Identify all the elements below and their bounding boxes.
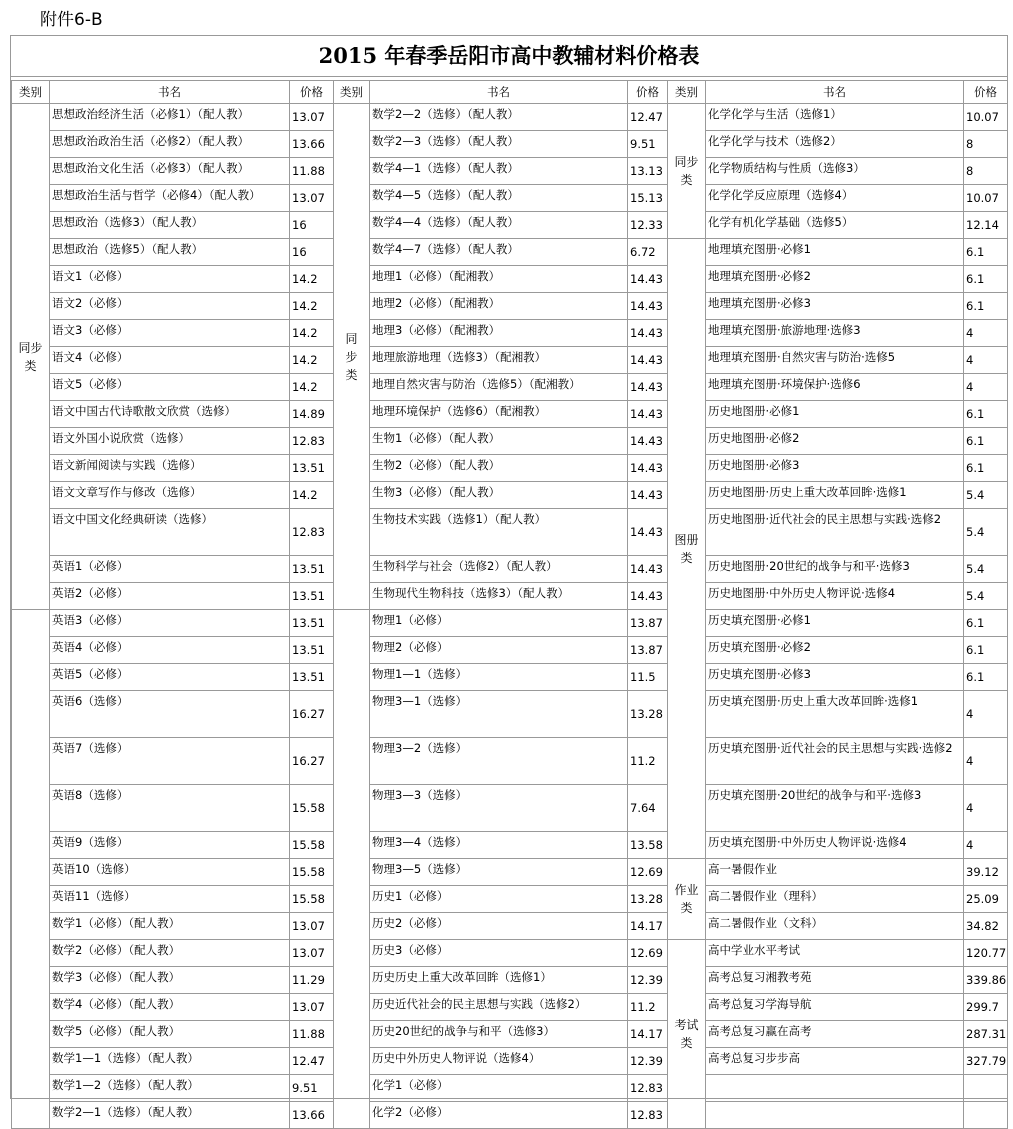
book-name: 地理填充图册·必修1: [706, 239, 964, 266]
book-name: 语文文章写作与修改（选修）: [50, 482, 290, 509]
book-price: 6.1: [964, 401, 1008, 428]
book-name: 化学物质结构与性质（选修3）: [706, 158, 964, 185]
book-price: 12.69: [628, 940, 668, 967]
book-price: 14.43: [628, 320, 668, 347]
book-price: 14.43: [628, 293, 668, 320]
book-name: 地理自然灾害与防治（选修5）（配湘教）: [370, 374, 628, 401]
book-price: 14.89: [290, 401, 334, 428]
header-book: 书名: [706, 81, 964, 104]
book-price: 34.82: [964, 913, 1008, 940]
book-price: 4: [964, 832, 1008, 859]
book-price: 14.43: [628, 266, 668, 293]
table-row: [12, 785, 1008, 832]
book-name: 历史20世纪的战争与和平（选修3）: [370, 1021, 628, 1048]
book-price: 4: [964, 347, 1008, 374]
book-price: 12.39: [628, 967, 668, 994]
book-name: 高考总复习湘教考苑: [706, 967, 964, 994]
book-name: 高中学业水平考试: [706, 940, 964, 967]
book-price: 13.51: [290, 664, 334, 691]
book-price: 299.7: [964, 994, 1008, 1021]
book-price: 8: [964, 158, 1008, 185]
book-price: 4: [964, 691, 1008, 738]
table-row: [12, 1075, 1008, 1102]
book-price: [964, 1075, 1008, 1102]
book-price: 15.13: [628, 185, 668, 212]
book-price: 12.83: [628, 1102, 668, 1129]
book-name: 思想政治政治生活（必修2）（配人教）: [50, 131, 290, 158]
book-name: 历史地图册·近代社会的民主思想与实践·选修2: [706, 509, 964, 556]
book-name: 化学化学与生活（选修1）: [706, 104, 964, 131]
book-name: 语文4（必修）: [50, 347, 290, 374]
book-name: 物理3—1（选修）: [370, 691, 628, 738]
price-sheet: [10, 35, 1008, 1122]
category-label: 同步类: [345, 331, 358, 382]
table-row: [12, 940, 1008, 967]
book-price: 12.14: [964, 212, 1008, 239]
book-name: 地理旅游地理（选修3）（配湘教）: [370, 347, 628, 374]
table-row: [12, 994, 1008, 1021]
book-name: 历史填充图册·必修1: [706, 610, 964, 637]
book-name: 数学4（必修）（配人教）: [50, 994, 290, 1021]
book-price: 11.88: [290, 1021, 334, 1048]
book-name: 思想政治（选修5）（配人教）: [50, 239, 290, 266]
book-price: 5.4: [964, 583, 1008, 610]
category-cell: [334, 104, 370, 610]
book-name: 地理1（必修）（配湘教）: [370, 266, 628, 293]
book-name: 地理2（必修）（配湘教）: [370, 293, 628, 320]
book-price: 287.31: [964, 1021, 1008, 1048]
book-price: 6.1: [964, 610, 1008, 637]
book-name: 历史2（必修）: [370, 913, 628, 940]
category-cell: [12, 104, 50, 610]
book-name: 生物科学与社会（选修2）（配人教）: [370, 556, 628, 583]
book-name: 数学1—2（选修）（配人教）: [50, 1075, 290, 1102]
table-row: [12, 320, 1008, 347]
book-name: 地理填充图册·必修3: [706, 293, 964, 320]
header-row: [12, 81, 1008, 104]
book-price: 14.43: [628, 556, 668, 583]
table-row: [12, 913, 1008, 940]
book-name: 数学1（必修）（配人教）: [50, 913, 290, 940]
table-row: [12, 104, 1008, 131]
book-price: 4: [964, 738, 1008, 785]
book-price: 14.2: [290, 482, 334, 509]
table-row: [12, 455, 1008, 482]
book-name: 高考总复习赢在高考: [706, 1021, 964, 1048]
book-price: 16.27: [290, 691, 334, 738]
table-row: [12, 556, 1008, 583]
book-name: 数学2—1（选修）（配人教）: [50, 1102, 290, 1129]
book-name: 英语9（选修）: [50, 832, 290, 859]
book-name: [706, 1075, 964, 1102]
book-price: 11.2: [628, 994, 668, 1021]
book-price: 6.1: [964, 266, 1008, 293]
table-row: [12, 185, 1008, 212]
book-price: 13.07: [290, 104, 334, 131]
category-label: 考试类: [674, 1018, 699, 1050]
header-price: 价格: [290, 81, 334, 104]
page-title: 2015 年春季岳阳市高中教辅材料价格表: [11, 36, 1007, 77]
book-price: 327.79: [964, 1048, 1008, 1075]
book-price: 10.07: [964, 185, 1008, 212]
table-row: [12, 610, 1008, 637]
table-row: [12, 664, 1008, 691]
book-name: 数学4—7（选修）（配人教）: [370, 239, 628, 266]
book-price: 16: [290, 239, 334, 266]
book-name: 高考总复习步步高: [706, 1048, 964, 1075]
header-category: 类别: [334, 81, 370, 104]
book-name: 地理填充图册·旅游地理·选修3: [706, 320, 964, 347]
table-row: [12, 374, 1008, 401]
book-name: 物理1—1（选修）: [370, 664, 628, 691]
book-name: 英语3（必修）: [50, 610, 290, 637]
book-price: 11.5: [628, 664, 668, 691]
book-price: 14.43: [628, 374, 668, 401]
book-name: 数学3（必修）（配人教）: [50, 967, 290, 994]
book-name: 地理环境保护（选修6）（配湘教）: [370, 401, 628, 428]
book-name: 历史中外历史人物评说（选修4）: [370, 1048, 628, 1075]
book-price: 13.51: [290, 583, 334, 610]
book-name: 英语11（选修）: [50, 886, 290, 913]
category-cell-empty: [334, 610, 370, 1129]
book-price: 16.27: [290, 738, 334, 785]
book-price: 12.83: [290, 509, 334, 556]
table-row: [12, 967, 1008, 994]
book-name: 生物现代生物科技（选修3）（配人教）: [370, 583, 628, 610]
category-cell: [668, 940, 706, 1129]
book-price: 15.58: [290, 886, 334, 913]
book-name: 数学2—2（选修）（配人教）: [370, 104, 628, 131]
book-price: 13.51: [290, 455, 334, 482]
book-name: 历史地图册·历史上重大改革回眸·选修1: [706, 482, 964, 509]
book-name: 语文3（必修）: [50, 320, 290, 347]
book-name: 数学5（必修）（配人教）: [50, 1021, 290, 1048]
book-name: 英语8（选修）: [50, 785, 290, 832]
book-name: 历史地图册·必修3: [706, 455, 964, 482]
book-name: 数学4—1（选修）（配人教）: [370, 158, 628, 185]
book-name: 高二暑假作业（理科）: [706, 886, 964, 913]
book-price: 11.2: [628, 738, 668, 785]
book-name: 语文新闻阅读与实践（选修）: [50, 455, 290, 482]
table-row: [12, 428, 1008, 455]
book-price: 14.2: [290, 293, 334, 320]
header-book: 书名: [370, 81, 628, 104]
table-row: [12, 1021, 1008, 1048]
book-price: 5.4: [964, 509, 1008, 556]
book-price: 6.1: [964, 239, 1008, 266]
book-name: 数学4—5（选修）（配人教）: [370, 185, 628, 212]
book-name: 物理2（必修）: [370, 637, 628, 664]
book-price: 14.2: [290, 347, 334, 374]
book-price: 13.51: [290, 637, 334, 664]
book-name: 地理填充图册·自然灾害与防治·选修5: [706, 347, 964, 374]
book-price: 14.43: [628, 428, 668, 455]
book-price: 5.4: [964, 482, 1008, 509]
book-price: 6.1: [964, 455, 1008, 482]
book-name: 英语10（选修）: [50, 859, 290, 886]
price-table: [11, 80, 1008, 1129]
table-row: [12, 212, 1008, 239]
book-price: 13.07: [290, 994, 334, 1021]
book-name: 物理3—2（选修）: [370, 738, 628, 785]
book-name: 英语6（选修）: [50, 691, 290, 738]
book-name: 地理3（必修）（配湘教）: [370, 320, 628, 347]
book-name: 高考总复习学海导航: [706, 994, 964, 1021]
table-row: [12, 158, 1008, 185]
book-price: 15.58: [290, 859, 334, 886]
category-label: 同步类: [674, 155, 699, 187]
book-price: 13.28: [628, 886, 668, 913]
book-price: 14.43: [628, 455, 668, 482]
book-name: 历史地图册·必修1: [706, 401, 964, 428]
book-price: 12.83: [628, 1075, 668, 1102]
book-name: 数学2—3（选修）（配人教）: [370, 131, 628, 158]
book-price: 4: [964, 320, 1008, 347]
category-label: 作业类: [674, 883, 699, 915]
book-name: 历史填充图册·必修3: [706, 664, 964, 691]
book-price: 14.43: [628, 401, 668, 428]
book-price: 9.51: [628, 131, 668, 158]
book-name: 语文2（必修）: [50, 293, 290, 320]
book-name: 地理填充图册·环境保护·选修6: [706, 374, 964, 401]
book-name: 语文1（必修）: [50, 266, 290, 293]
book-price: 25.09: [964, 886, 1008, 913]
book-name: 历史填充图册·历史上重大改革回眸·选修1: [706, 691, 964, 738]
book-price: 13.13: [628, 158, 668, 185]
book-name: 化学2（必修）: [370, 1102, 628, 1129]
book-price: 11.29: [290, 967, 334, 994]
book-price: 13.58: [628, 832, 668, 859]
table-row: [12, 859, 1008, 886]
book-name: 数学2（必修）（配人教）: [50, 940, 290, 967]
book-price: 14.2: [290, 320, 334, 347]
book-price: 15.58: [290, 785, 334, 832]
book-price: 339.86: [964, 967, 1008, 994]
attachment-label: 附件6-B: [40, 10, 103, 30]
book-price: 13.07: [290, 940, 334, 967]
book-price: 14.43: [628, 583, 668, 610]
book-price: 6.1: [964, 664, 1008, 691]
category-cell: [668, 859, 706, 940]
book-name: 英语1（必修）: [50, 556, 290, 583]
book-price: 11.88: [290, 158, 334, 185]
book-price: 15.58: [290, 832, 334, 859]
book-name: 高一暑假作业: [706, 859, 964, 886]
book-price: 12.47: [290, 1048, 334, 1075]
book-name: 历史3（必修）: [370, 940, 628, 967]
book-name: 历史1（必修）: [370, 886, 628, 913]
book-name: 历史近代社会的民主思想与实践（选修2）: [370, 994, 628, 1021]
book-name: 高二暑假作业（文科）: [706, 913, 964, 940]
category-cell-empty: [12, 610, 50, 1129]
book-name: 物理1（必修）: [370, 610, 628, 637]
header-price: 价格: [964, 81, 1008, 104]
book-price: 13.07: [290, 913, 334, 940]
book-name: 历史填充图册·必修2: [706, 637, 964, 664]
book-name: 生物技术实践（选修1）（配人教）: [370, 509, 628, 556]
book-price: 14.43: [628, 347, 668, 374]
book-price: 13.66: [290, 131, 334, 158]
book-price: 4: [964, 785, 1008, 832]
book-name: 语文外国小说欣赏（选修）: [50, 428, 290, 455]
book-name: 生物3（必修）（配人教）: [370, 482, 628, 509]
book-price: 14.43: [628, 482, 668, 509]
table-row: [12, 401, 1008, 428]
book-name: 生物1（必修）（配人教）: [370, 428, 628, 455]
table-row: [12, 1048, 1008, 1075]
book-name: 历史填充图册·近代社会的民主思想与实践·选修2: [706, 738, 964, 785]
book-price: 13.87: [628, 637, 668, 664]
book-name: 历史填充图册·20世纪的战争与和平·选修3: [706, 785, 964, 832]
book-name: 历史填充图册·中外历史人物评说·选修4: [706, 832, 964, 859]
book-price: 13.87: [628, 610, 668, 637]
table-row: [12, 347, 1008, 374]
book-price: 120.77: [964, 940, 1008, 967]
book-name: 语文5（必修）: [50, 374, 290, 401]
header-price: 价格: [628, 81, 668, 104]
book-name: 历史历史上重大改革回眸（选修1）: [370, 967, 628, 994]
book-price: 14.2: [290, 266, 334, 293]
book-price: 12.33: [628, 212, 668, 239]
book-price: 7.64: [628, 785, 668, 832]
book-name: 历史地图册·20世纪的战争与和平·选修3: [706, 556, 964, 583]
book-name: 思想政治文化生活（必修3）（配人教）: [50, 158, 290, 185]
book-name: 英语2（必修）: [50, 583, 290, 610]
book-price: 14.17: [628, 1021, 668, 1048]
table-row: [12, 131, 1008, 158]
book-price: 6.1: [964, 428, 1008, 455]
book-name: 地理填充图册·必修2: [706, 266, 964, 293]
book-price: 13.07: [290, 185, 334, 212]
book-name: 化学化学与技术（选修2）: [706, 131, 964, 158]
book-price: 8: [964, 131, 1008, 158]
book-name: 化学1（必修）: [370, 1075, 628, 1102]
book-price: 39.12: [964, 859, 1008, 886]
book-price: 12.39: [628, 1048, 668, 1075]
book-name: 物理3—3（选修）: [370, 785, 628, 832]
header-book: 书名: [50, 81, 290, 104]
category-cell: [668, 104, 706, 239]
book-price: 6.72: [628, 239, 668, 266]
book-price: 12.83: [290, 428, 334, 455]
table-row: [12, 239, 1008, 266]
book-price: 4: [964, 374, 1008, 401]
book-price: 13.51: [290, 610, 334, 637]
book-price: 6.1: [964, 293, 1008, 320]
book-name: 语文中国文化经典研读（选修）: [50, 509, 290, 556]
book-name: 历史地图册·中外历史人物评说·选修4: [706, 583, 964, 610]
book-name: 数学1—1（选修）（配人教）: [50, 1048, 290, 1075]
book-price: 16: [290, 212, 334, 239]
book-price: 9.51: [290, 1075, 334, 1102]
book-price: 14.2: [290, 374, 334, 401]
book-name: 物理3—5（选修）: [370, 859, 628, 886]
book-price: 13.51: [290, 556, 334, 583]
table-row: [12, 691, 1008, 738]
table-row: [12, 266, 1008, 293]
book-price: 13.66: [290, 1102, 334, 1129]
book-price: 13.28: [628, 691, 668, 738]
table-row: [12, 583, 1008, 610]
book-name: 化学化学反应原理（选修4）: [706, 185, 964, 212]
book-name: 化学有机化学基础（选修5）: [706, 212, 964, 239]
book-name: 历史地图册·必修2: [706, 428, 964, 455]
book-name: 思想政治生活与哲学（必修4）（配人教）: [50, 185, 290, 212]
book-name: 物理3—4（选修）: [370, 832, 628, 859]
book-price: 14.17: [628, 913, 668, 940]
book-price: 10.07: [964, 104, 1008, 131]
book-price: 5.4: [964, 556, 1008, 583]
price-table-body: [12, 81, 1008, 1129]
book-name: 思想政治（选修3）（配人教）: [50, 212, 290, 239]
table-row: [12, 637, 1008, 664]
book-name: 英语5（必修）: [50, 664, 290, 691]
book-name: 英语4（必修）: [50, 637, 290, 664]
table-row: [12, 832, 1008, 859]
book-name: 语文中国古代诗歌散文欣赏（选修）: [50, 401, 290, 428]
table-row: [12, 738, 1008, 785]
category-cell: [668, 239, 706, 859]
category-label: 同步类: [18, 340, 43, 373]
book-price: 6.1: [964, 637, 1008, 664]
book-name: 英语7（选修）: [50, 738, 290, 785]
category-label: 图册类: [674, 532, 699, 565]
book-name: 数学4—4（选修）（配人教）: [370, 212, 628, 239]
book-name: 生物2（必修）（配人教）: [370, 455, 628, 482]
table-row: [12, 482, 1008, 509]
book-price: 12.69: [628, 859, 668, 886]
header-category: 类别: [12, 81, 50, 104]
book-price: 12.47: [628, 104, 668, 131]
book-price: 14.43: [628, 509, 668, 556]
table-row: [12, 293, 1008, 320]
header-category: 类别: [668, 81, 706, 104]
table-row: [12, 886, 1008, 913]
book-name: 思想政治经济生活（必修1）（配人教）: [50, 104, 290, 131]
table-row: [12, 509, 1008, 556]
